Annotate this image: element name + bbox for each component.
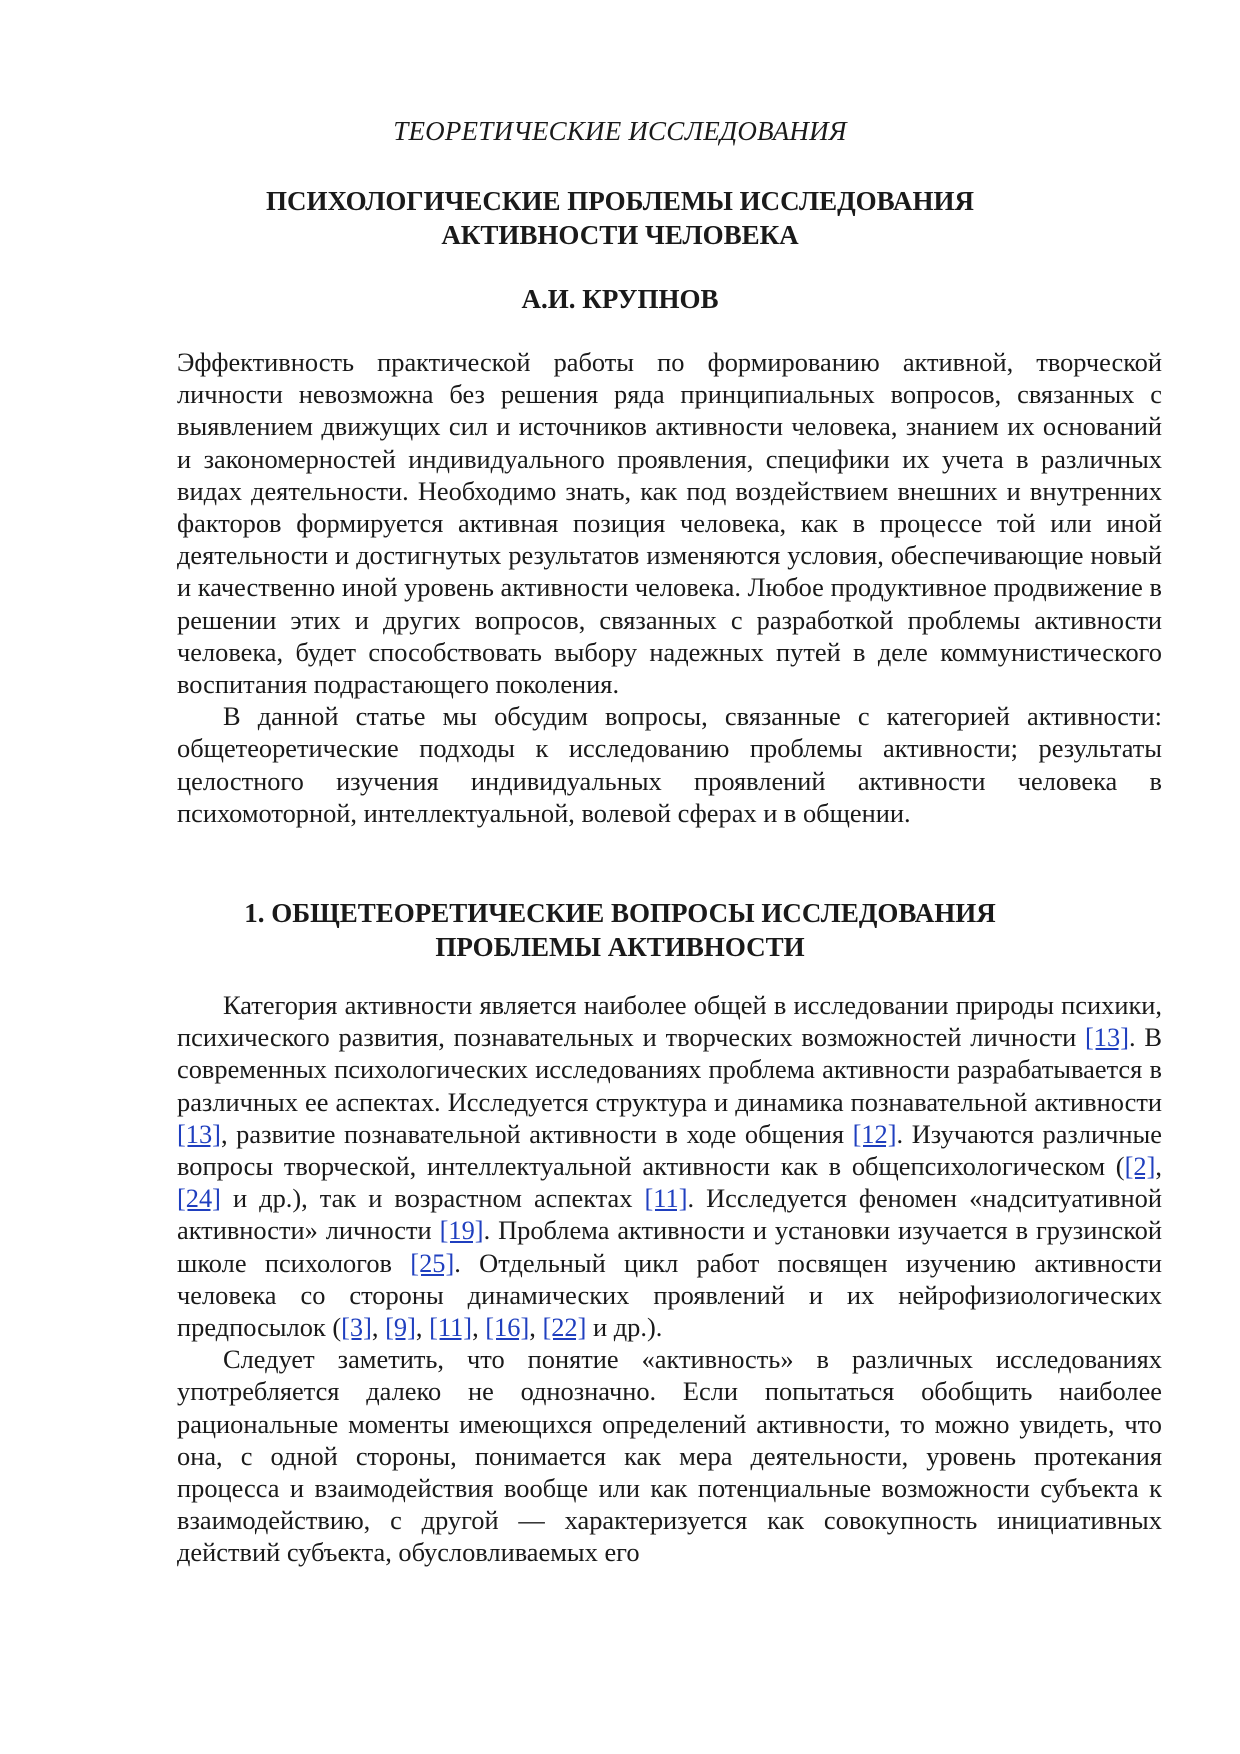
- citation-link-11[interactable]: [11]: [644, 1183, 688, 1214]
- text-run: . Отдельный цикл работ посвящен изучению активности человека со стороны динамических проявлений и их нейрофизиологических предпосылок (: [177, 1247, 1162, 1343]
- citation-link-11[interactable]: [11]: [429, 1312, 473, 1343]
- article-author: А.И. КРУПНОВ: [521, 284, 719, 314]
- citation-link-19[interactable]: [19]: [439, 1215, 484, 1246]
- section-1-paragraph-2: Следует заметить, что понятие «активность» в различных исследованиях употребляется далеко не однозначно. Если попытаться обобщить наиболее рациональные моменты имеющихся определений активности, то можно увидеть, что она, с одной стороны, понимается как мера деятельности, уровень протекания процесса и взаимодействия вообще или как потенциальные возможности субъекта к взаимодействию, с другой — характеризуется как совокупность инициативных действий субъекта, обусловливаемых его: [177, 1344, 1162, 1568]
- intro-paragraph-2: В данной статье мы обсудим вопросы, связанные с категорией активности: общетеоретические подходы к исследованию проблемы активности; результаты целостного изучения индивидуальных проявлений активности человека в психомоторной, интеллектуальной, волевой сферах и в общении.: [177, 701, 1162, 828]
- section-1-paragraph-1: [177, 989, 1162, 1343]
- text-run: . Проблема активности и установки изучается в грузинской школе психологов: [177, 1215, 1162, 1278]
- text-run: Категория активности является наиболее общей в исследовании природы психики, психического развития, познавательных и творческих возможностей личности: [177, 990, 1162, 1053]
- citation-link-3[interactable]: [3]: [341, 1312, 372, 1343]
- section-1-text: [177, 989, 1162, 1569]
- citation-link-13[interactable]: [13]: [1085, 1022, 1129, 1053]
- section-1-heading-line-1: 1. ОБЩЕТЕОРЕТИЧЕСКИЕ ВОПРОСЫ ИССЛЕДОВАНИЯ: [244, 898, 996, 928]
- section-rubric: ТЕОРЕТИЧЕСКИЕ ИССЛЕДОВАНИЯ: [393, 116, 847, 146]
- text-run: . Изучаются различные вопросы творческой, интеллектуальной активности как в общепсихологическом (: [177, 1118, 1162, 1182]
- citation-link-9[interactable]: [9]: [385, 1312, 416, 1343]
- text-run: , развитие познавательной активности в ходе общения: [220, 1118, 853, 1149]
- article-title-line-1: ПСИХОЛОГИЧЕСКИЕ ПРОБЛЕМЫ ИССЛЕДОВАНИЯ: [266, 186, 974, 216]
- citation-link-2[interactable]: [2]: [1124, 1151, 1156, 1182]
- article-title-line-2: АКТИВНОСТИ ЧЕЛОВЕКА: [441, 220, 799, 250]
- citation-link-12[interactable]: [12]: [852, 1118, 897, 1149]
- citation-link-24[interactable]: [24]: [177, 1183, 221, 1214]
- text-run: ,: [472, 1312, 486, 1343]
- text-run: и др.).: [586, 1312, 663, 1343]
- intro-paragraph-1: Эффективность практической работы по формированию активной, творческой личности невозможна без решения ряда принципиальных вопросов, связанных с выявлением движущих сил и источников активности человека, знанием их оснований и закономерностей индивидуального проявления, специфики их учета в различных видах деятельности. Необходимо знать, как под воздействием внешних и внутренних факторов формируется активная позиция человека, как в процессе той или иной деятельности и достигнутых результатов изменяются условия, обеспечивающие новый и качественно иной уровень активности человека. Любое продуктивное продвижение в решении этих и других вопросов, связанных с разработкой проблемы активности человека, будет способствовать выбору надежных путей в деле коммунистического воспитания подрастающего поколения.: [177, 347, 1162, 700]
- article-title: [0, 184, 1240, 252]
- text-run: ,: [371, 1312, 386, 1343]
- citation-link-25[interactable]: [25]: [410, 1247, 455, 1278]
- citation-link-22[interactable]: [22]: [542, 1312, 587, 1343]
- text-run: ,: [1155, 1151, 1162, 1182]
- citation-link-13[interactable]: [13]: [177, 1118, 221, 1149]
- text-run: . В современных психологических исследованиях проблема активности разрабатывается в различных ее аспектах. Исследуется структура и динамика познавательной активности: [177, 1022, 1162, 1117]
- text-run: и др.), так и возрастном аспектах: [220, 1183, 645, 1214]
- section-1-heading: [0, 896, 1240, 964]
- citation-link-16[interactable]: [16]: [485, 1312, 530, 1343]
- text-run: . Исследуется феномен «надситуативной активности» личности: [177, 1183, 1162, 1246]
- section-1-heading-line-2: ПРОБЛЕМЫ АКТИВНОСТИ: [435, 932, 805, 962]
- text-run: ,: [529, 1312, 543, 1343]
- intro-text: [177, 346, 1162, 829]
- text-run: ,: [415, 1312, 430, 1343]
